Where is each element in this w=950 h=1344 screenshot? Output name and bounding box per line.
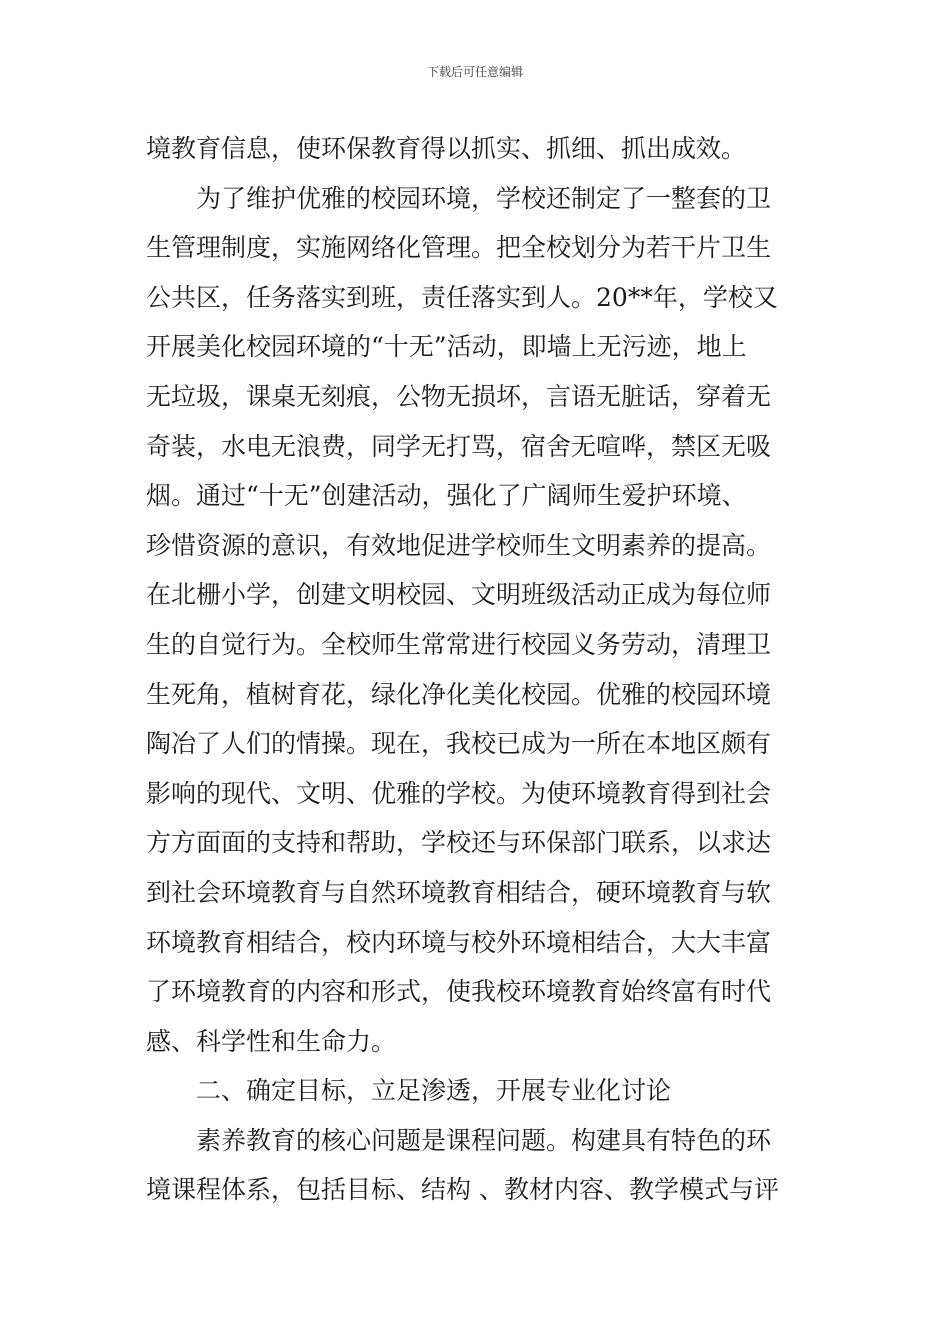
text-line: 境课程体系，包括目标、结构 、教材内容、教学模式与评 [146, 1175, 779, 1205]
text-line: 生的自觉行为。全校师生常常进行校园义务劳动，清理卫 [146, 629, 772, 659]
text-line: 环境教育相结合，校内环境与校外环境相结合，大大丰富 [146, 927, 772, 957]
text-line: 陶冶了人们的情操。现在，我校已成为一所在本地区颇有 [146, 729, 772, 759]
text-line: 感、科学性和生命力。 [146, 1026, 397, 1056]
text-line: 奇装，水电无浪费，同学无打骂，宿舍无喧哗，禁区无吸 [146, 431, 772, 461]
text-line: 了环境教育的内容和形式，使我校环境教育始终富有时代 [146, 977, 772, 1007]
text-line: 方方面面的支持和帮助，学校还与环保部门联系，以求达 [146, 828, 772, 858]
text-line: 到社会环境教育与自然环境教育相结合，硬环境教育与软 [146, 877, 772, 907]
text-line: 珍惜资源的意识，有效地促进学校师生文明素养的提高。 [146, 530, 772, 560]
header-note: 下载后可任意编辑 [426, 65, 523, 79]
page-header [0, 64, 950, 80]
section-heading: 二、确定目标，立足渗透，开展专业化讨论 [196, 1076, 672, 1106]
text-line: 无垃圾，课桌无刻痕，公物无损坏，言语无脏话，穿着无 [146, 381, 772, 411]
text-line: 烟。通过“十无”创建活动，强化了广阔师生爱护环境、 [146, 481, 747, 511]
document-body [146, 124, 810, 1215]
paragraph-first-line: 素养教育的核心问题是课程问题。构建具有特色的环 [196, 1125, 772, 1155]
text-line: 公共区，任务落实到班，责任落实到人。20**年，学校又 [146, 282, 778, 312]
text-line: 生管理制度，实施网络化管理。把全校划分为若干片卫生 [146, 233, 772, 263]
text-line: 开展美化校园环境的“十无”活动，即墙上无污迹，地上 [146, 332, 747, 362]
paragraph-first-line: 为了维护优雅的校园环境，学校还制定了一整套的卫 [196, 183, 772, 213]
text-line: 影响的现代、文明、优雅的学校。为使环境教育得到社会 [146, 778, 772, 808]
text-line: 生死角，植树育花，绿化净化美化校园。优雅的校园环境 [146, 679, 772, 709]
text-line: 境教育信息，使环保教育得以抓实、抓细、抓出成效。 [146, 134, 747, 163]
text-line: 在北栅小学，创建文明校园、文明班级活动正成为每位师 [146, 580, 772, 610]
